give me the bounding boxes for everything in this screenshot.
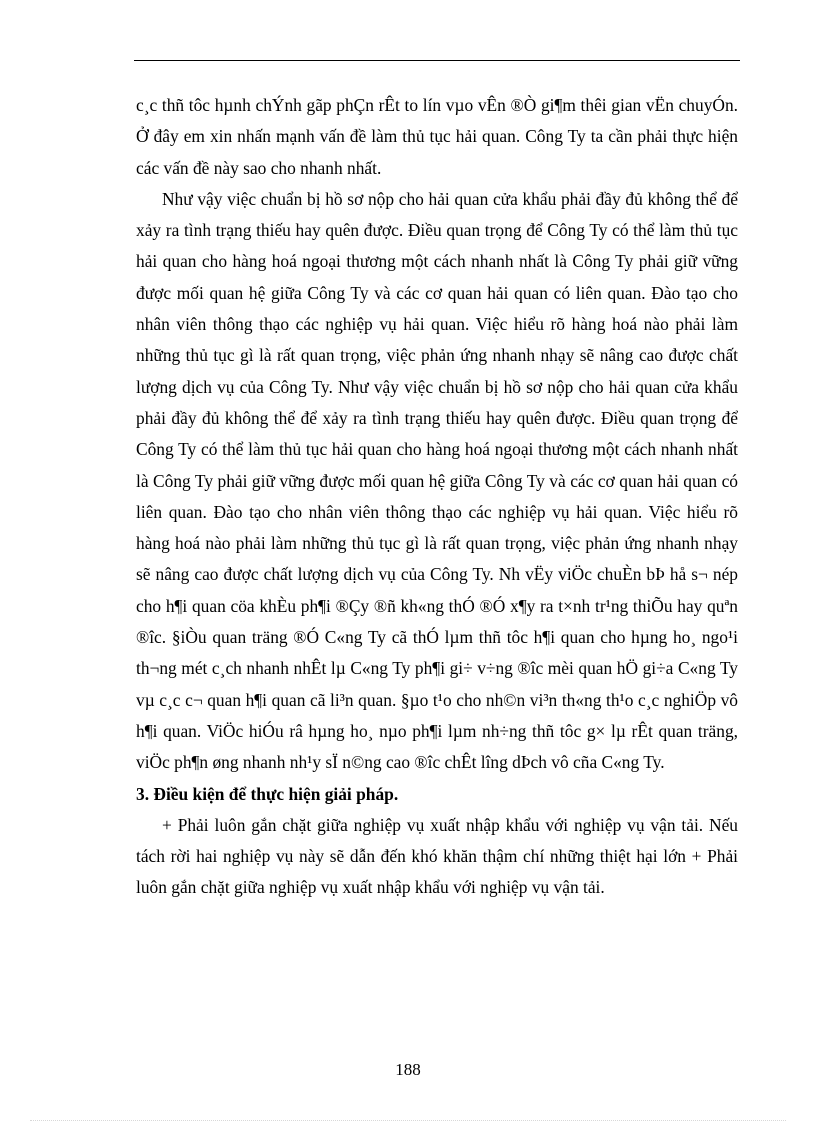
section-heading: 3. Điều kiện để thực hiện giải pháp. xyxy=(136,783,399,804)
paragraph-conditions: + Phải luôn gắn chặt giữa nghiệp vụ xuất nhập khẩu với nghiệp vụ vận tải. Nếu tách rời hai nghiệp vụ này sẽ dẫn đến khó khăn thậm chí những thiệt hại lớn + Phải luôn gắn chặt giữa nghiệp vụ xuất nhập khẩu với nghiệp vụ vận tải. xyxy=(136,814,738,898)
paragraph-main: Như vậy việc chuẩn bị hồ sơ nộp cho hải quan cửa khẩu phải đầy đủ không thể để xảy ra tình trạng thiếu hay quên được. Điều quan trọng để Công Ty có thể làm thủ tục hải quan cho hàng hoá ngoại thương một cách nhanh nhất là Công Ty phải giữ vững được mối quan hệ giữa Công Ty và các cơ quan hải quan có liên quan. Đào tạo cho nhân viên thông thạo các nghiệp vụ hải quan. Việc hiểu rõ hàng hoá nào phải làm những thủ tục gì là rất quan trọng, việc phản ứng nhanh nhạy sẽ nâng cao được chất lượng dịch vụ của Công Ty. Như vậy việc chuẩn bị hồ sơ nộp cho hải quan cửa khẩu phải đầy đủ không thể để xảy ra tình trạng thiếu hay quên được. Điều quan trọng để Công Ty có thể làm thủ tục hải quan cho hàng hoá ngoại thương một cách nhanh nhất là Công Ty phải giữ vững được mối quan hệ giữa Công Ty và các cơ quan hải quan có liên quan. Đào tạo cho nhân viên thông thạo các nghiệp vụ hải quan. Việc hiểu rõ hàng hoá nào phải làm những thủ tục gì là rất quan trọng, việc phản ứng nhanh nhạy sẽ nâng cao được chất lượng dịch vụ của Công Ty. Nh vËy viÖc chuÈn bÞ hå s¬ nép cho h¶i quan cöa khÈu ph¶i ®Çy ®ñ kh«ng thÓ ®Ó x¶y ra t×nh tr¹ng thiÕu hay quªn ®îc. §iÒu quan träng ®Ó C«ng Ty cã thÓ lµm thñ tôc h¶i quan cho hµng ho¸ ngo¹i th¬ng mét c¸ch nhanh nhÊt lµ C«ng Ty ph¶i gi÷ v÷ng ®îc mèi quan hÖ gi÷a C«ng Ty vµ c¸c c¬ quan h¶i quan cã li³n quan. §µo t¹o cho nh©n vi³n th«ng th¹o c¸c nghiÖp vô h¶i quan. ViÖc hiÓu râ hµng ho¸ nµo ph¶i lµm nh÷ng thñ tôc g× lµ rÊt quan träng, viÖc ph¶n øng nhanh nh¹y sÏ n©ng cao ®îc chÊt lîng dÞch vô cña C«ng Ty. xyxy=(136,188,738,773)
paragraph-continuation: c¸c thñ tôc hµnh chÝnh gãp phÇn rÊt to lín vµo vÊn ®Ò gi¶m thêi gian vËn chuyÓn. Ở đây em xin nhấn mạnh vấn đề làm thủ tục hải quan. Công Ty ta cần phải thực hiện các vấn đề này sao cho nhanh nhất. xyxy=(136,95,738,178)
header-rule xyxy=(134,60,740,61)
page-number: 188 xyxy=(395,1060,421,1079)
document-body xyxy=(136,90,738,904)
footer-rule xyxy=(30,1120,786,1121)
